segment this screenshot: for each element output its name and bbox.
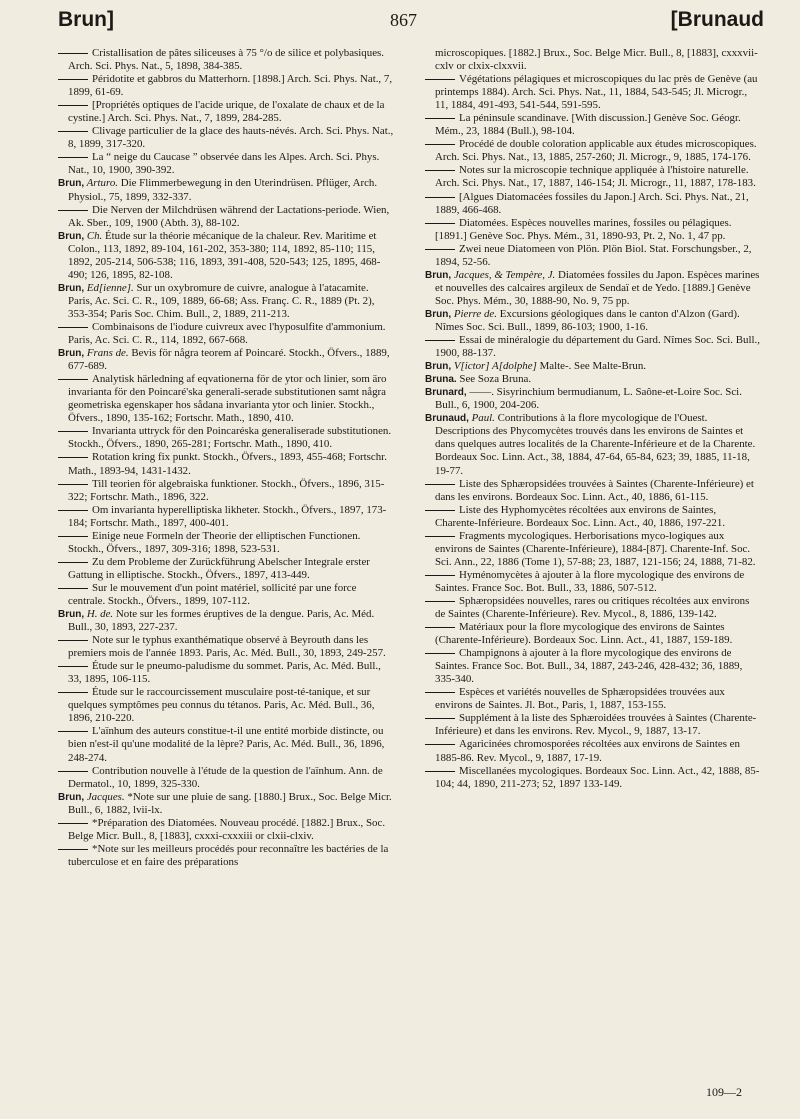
ditto-dash bbox=[58, 327, 88, 328]
entry-text: Agaricinées chromosporées récoltées aux environs de Saintes en 1885-86. Rev. Mycol., 9, 1887, 17-19. bbox=[435, 738, 740, 764]
author-surname: Brun, bbox=[425, 308, 452, 320]
bibliography-entry bbox=[425, 738, 761, 764]
entry-text: Sur un oxybromure de cuivre, analogue à l'atacamite. Paris, Ac. Sci. C. R., 109, 1889, 66-68; Ass. Franç. C. R., 1889 (Pt. 2), 353-354; Paris Soc. Chim. Bull., 2, 1889, 211-213. bbox=[68, 281, 375, 320]
entry-text: See Soza Bruna. bbox=[459, 373, 532, 386]
author-given-name: V[ictor] A[dolphe] bbox=[451, 360, 537, 373]
entry-text: Till teorien för algebraiska funktioner. Stockh., Öfvers., 1896, 315-322; Fortschr. Math., 1896, 322. bbox=[68, 477, 385, 503]
bibliography-entry bbox=[425, 269, 761, 308]
bibliography-entry bbox=[425, 308, 761, 334]
author-surname: Brun, bbox=[58, 348, 85, 360]
entry-text: Combinaisons de l'iodure cuivreux avec l'hyposulfite d'ammonium. Paris, Ac. Sci. C. R., 114, 1892, 667-668. bbox=[68, 320, 386, 347]
author-surname: Bruna. bbox=[425, 374, 457, 386]
bibliography-entry bbox=[425, 595, 761, 621]
ditto-dash bbox=[425, 223, 455, 224]
bibliography-entry bbox=[425, 412, 761, 477]
author-surname: Brun, bbox=[58, 791, 85, 803]
ditto-dash bbox=[425, 653, 455, 654]
ditto-dash bbox=[58, 692, 88, 693]
bibliography-entry bbox=[58, 425, 394, 451]
bibliography-entry bbox=[58, 230, 394, 282]
bibliography-entry bbox=[425, 686, 761, 712]
entry-text: Contributions à la flore mycologique de l'Ouest. Descriptions des Phycomycètes trouvés dans les environs de Saintes et dans quelques autres localités de la Charente-Inférieure et de la Charente. Bordeaux Soc. Linn. Act., 38, 1884, 47-64, 65-84, 623; 39, 1885, 11-18, 19-77. bbox=[435, 412, 756, 477]
entry-text: Supplément à la liste des Sphæroidées trouvées à Saintes (Charente-Inférieure) et dans les environs. Rev. Mycol., 9, 1887, 13-17. bbox=[435, 712, 757, 738]
entry-text: Liste des Sphæropsidées trouvées à Saintes (Charente-Inférieure) et dans les environs. Bordeaux Soc. Linn. Act., 40, 1886, 61-115. bbox=[435, 477, 754, 503]
ditto-dash bbox=[425, 575, 455, 576]
bibliography-entry bbox=[58, 608, 394, 634]
bibliography-entry bbox=[425, 530, 761, 569]
author-surname: Brun, bbox=[58, 230, 85, 242]
entry-text: Om invarianta hyperelliptiska likheter. Stockh., Öfvers., 1897, 173-184; Fortschr. Math., 1897, 400-401. bbox=[68, 503, 387, 529]
ditto-dash bbox=[425, 144, 455, 145]
ditto-dash bbox=[58, 666, 88, 667]
ditto-dash bbox=[425, 536, 455, 537]
entry-text: Clivage particulier de la glace des hauts-névés. Arch. Sci. Phys. Nat., 8, 1899, 317-320. bbox=[68, 125, 394, 151]
entry-text: Végétations pélagiques et microscopiques du lac près de Genève (au printemps 1884). Arch. Sci. Phys. Nat., 11, 1884, 543-545; Jl. Microgr., 11, 1884, 491-493, 541-544, 591-595. bbox=[435, 73, 758, 112]
bibliography-entry bbox=[425, 334, 761, 360]
entry-text: Étude sur le pneumo-paludisme du sommet. Paris, Ac. Méd. Bull., 33, 1895, 106-115. bbox=[68, 660, 381, 686]
header-left-guide: Brun] bbox=[58, 8, 114, 31]
ditto-dash bbox=[58, 823, 88, 824]
ditto-dash bbox=[58, 457, 88, 458]
entry-text: ——. Sisyrinchium bermudianum, L. Saône-et-Loire Soc. Sci. Bull., 6, 1900, 204-206. bbox=[435, 386, 742, 412]
entry-text: Die Nerven der Milchdrüsen während der Lactations-periode. Wien, Ak. Sber., 109, 1900 (Abth. 3), 88-102. bbox=[68, 203, 390, 229]
entry-text: Notes sur la microscopie technique appliquée à l'histoire naturelle. Arch. Sci. Phys. Nat., 17, 1887, 146-154; Jl. Microgr., 11, 1887, 178-183. bbox=[435, 164, 756, 190]
bibliography-entry bbox=[58, 725, 394, 764]
author-given-name: Pierre de. bbox=[451, 307, 497, 320]
entry-text: Matériaux pour la flore mycologique des environs de Saintes (Charente-Inférieure). Bordeaux Soc. Linn. Act., 41, 1887, 159-189. bbox=[435, 621, 733, 647]
ditto-dash bbox=[425, 197, 455, 198]
entry-text: Einige neue Formeln der Theorie der elliptischen Functionen. Stockh., Öfvers., 1897, 309-316; 1898, 523-531. bbox=[68, 529, 361, 555]
bibliography-entry bbox=[425, 712, 761, 738]
entry-text: [Propriétés optiques de l'acide urique, de l'oxalate de chaux et de la cystine.] Arch. Sci. Phys. Nat., 7, 1899, 284-285. bbox=[68, 99, 385, 125]
entry-text: Analytisk härledning af eqvationerna för de ytor och linier, som äro invarianta för den Poincaré'ska generali-serade substitutionen samt några geometriska egenskaper hos sådana invarianta ytor och linier. Stockh., Öfvers., 1890, 135-162; Fortschr. Math., 1890, 410. bbox=[68, 373, 387, 425]
bibliography-entry bbox=[58, 765, 394, 791]
bibliography-entry bbox=[58, 177, 394, 203]
right-column bbox=[425, 47, 761, 791]
bibliography-entry bbox=[425, 191, 761, 217]
bibliography-entry bbox=[58, 125, 394, 151]
author-given-name: H. de. bbox=[84, 608, 114, 621]
entry-text: Rotation kring fix punkt. Stockh., Öfvers., 1893, 455-468; Fortschr. Math., 1893-94, 1431-1432. bbox=[68, 451, 387, 477]
bibliography-entry bbox=[58, 843, 394, 869]
entry-text: Fragments mycologiques. Herborisations myco-logiques aux environs de Saintes (Charente-Inférieure), 1884-[87]. Charente-Inf. Soc. Sci. Ann., 22, 1886 (Tome 1), 57-88; 23, 1887, 121-156; 24, 1888, 71-82. bbox=[435, 529, 756, 568]
author-given-name: Ch. bbox=[84, 229, 103, 242]
ditto-dash bbox=[58, 640, 88, 641]
entry-text: Invarianta uttryck för den Poincaréska generaliserade substitutionen. Stockh., Öfvers., 1890, 265-281; Fortschr. Math., 1890, 410. bbox=[68, 425, 392, 451]
author-given-name: Ed[ienne]. bbox=[84, 281, 134, 294]
bibliography-entry bbox=[58, 817, 394, 843]
entry-text: Note sur les formes éruptives de la dengue. Paris, Ac. Méd. Bull., 30, 1893, 227-237. bbox=[68, 608, 375, 634]
entry-text: L'aïnhum des auteurs constitue-t-il une entité morbide distincte, ou bien n'est-il qu'une modalité de la lèpre? Paris, Ac. Méd. Bull., 36, 1896, 248-274. bbox=[68, 725, 385, 764]
author-surname: Brun, bbox=[58, 609, 85, 621]
bibliography-entry bbox=[58, 686, 394, 725]
entry-text: *Note sur les meilleurs procédés pour reconnaître les bactéries de la tuberculose et en faire des préparations bbox=[68, 842, 389, 868]
bibliography-entry bbox=[58, 660, 394, 686]
ditto-dash bbox=[425, 340, 455, 341]
bibliography-entry bbox=[425, 504, 761, 530]
ditto-dash bbox=[425, 510, 455, 511]
ditto-dash bbox=[58, 731, 88, 732]
bibliography-entry bbox=[425, 373, 761, 386]
ditto-dash bbox=[425, 79, 455, 80]
entry-text: Note sur le typhus exanthématique observé à Beyrouth dans les premiers mois de l'année 1893. Paris, Ac. Méd. Bull., 30, 1893, 249-257. bbox=[68, 634, 386, 660]
bibliography-entry bbox=[58, 504, 394, 530]
author-given-name: Frans de. bbox=[84, 347, 129, 360]
entry-text: *Préparation des Diatomées. Nouveau procédé. [1882.] Brux., Soc. Belge Micr. Bull., 8, [1883], cxxxi-cxxxiii or clxii-clxiv. bbox=[68, 816, 386, 842]
ditto-dash bbox=[58, 510, 88, 511]
bibliography-entry bbox=[58, 321, 394, 347]
bibliography-entry bbox=[425, 217, 761, 243]
entry-text: Étude sur le raccourcissement musculaire post-té-tanique, et sur quelques symptômes peu connus du tétanos. Paris, Ac. Méd. Bull., 36, 1896, 210-220. bbox=[68, 686, 375, 725]
entry-text: Champignons à ajouter à la flore mycologique des environs de Saintes. France Soc. Bot. Bull., 34, 1887, 243-246, 428-432; 36, 1889, 335-340. bbox=[435, 647, 743, 686]
bibliography-entry bbox=[425, 478, 761, 504]
bibliography-entry bbox=[58, 47, 394, 73]
entry-text: *Note sur une pluie de sang. [1880.] Brux., Soc. Belge Micr. Bull., 6, 1882, lvii-lx. bbox=[68, 790, 392, 816]
author-surname: Brun, bbox=[58, 282, 85, 294]
entry-text: Cristallisation de pâtes siliceuses à 75 °/o de silice et polybasiques. Arch. Sci. Phys. Nat., 5, 1898, 384-385. bbox=[68, 47, 384, 73]
entry-text: Malte-. See Malte-Brun. bbox=[539, 360, 647, 373]
author-surname: Brun, bbox=[58, 178, 85, 190]
bibliography-entry bbox=[425, 47, 761, 73]
entry-text: Diatomées fossiles du Japon. Espèces marines et nouvelles des calcaires argileux de Sendaï et de Yedo. [1889.] Genève Soc. Phys. Mém., 30, 1888-90, No. 9, 75 pp. bbox=[435, 268, 760, 307]
bibliography-entry bbox=[425, 138, 761, 164]
bibliography-entry bbox=[425, 765, 761, 791]
bibliography-entry bbox=[58, 347, 394, 373]
ditto-dash bbox=[58, 53, 88, 54]
entry-text: Contribution nouvelle à l'étude de la question de l'aïnhum. Ann. de Dermatol., 10, 1899, 325-330. bbox=[68, 764, 383, 790]
ditto-dash bbox=[425, 692, 455, 693]
entry-text: Étude sur la théorie mécanique de la chaleur. Rev. Maritime et Colon., 113, 1892, 89-104, 161-202, 353-380; 114, 1892, 85-110; 115, 1892, 205-214, 506-538; 116, 1893, 391-408, 520-543; 125, 1895, 468-490; 126, 1895, 82-108. bbox=[68, 229, 381, 281]
signature-mark: 109—2 bbox=[706, 1085, 742, 1099]
entry-text: [Algues Diatomacées fossiles du Japon.] Arch. Sci. Phys. Nat., 21, 1889, 466-468. bbox=[435, 190, 749, 216]
page-number: 867 bbox=[390, 10, 417, 30]
bibliography-entry bbox=[425, 647, 761, 686]
bibliography-entry bbox=[425, 73, 761, 112]
bibliography-entry bbox=[58, 451, 394, 477]
bibliography-entry bbox=[58, 99, 394, 125]
ditto-dash bbox=[58, 431, 88, 432]
ditto-dash bbox=[425, 249, 455, 250]
left-column bbox=[58, 47, 394, 869]
entry-text: Excursions géologiques dans le canton d'Alzon (Gard). Nîmes Soc. Sci. Bull., 1899, 86-103; 1900, 1-16. bbox=[435, 307, 740, 333]
ditto-dash bbox=[58, 79, 88, 80]
ditto-dash bbox=[58, 131, 88, 132]
bibliography-entry bbox=[58, 530, 394, 556]
bibliography-entry bbox=[425, 243, 761, 269]
ditto-dash bbox=[425, 744, 455, 745]
ditto-dash bbox=[425, 627, 455, 628]
ditto-dash bbox=[425, 118, 455, 119]
entry-text: Essai de minéralogie du département du Gard. Nîmes Soc. Sci. Bull., 1900, 88-137. bbox=[435, 334, 760, 360]
ditto-dash bbox=[58, 105, 88, 106]
ditto-dash bbox=[58, 562, 88, 563]
entry-text: Diatomées. Espèces nouvelles marines, fossiles ou pélagiques. [1891.] Genève Soc. Phys. Mém., 31, 1890-93, Pt. 2, No. 1, 47 pp. bbox=[435, 216, 732, 242]
page-header bbox=[58, 8, 764, 38]
ditto-dash bbox=[58, 157, 88, 158]
ditto-dash bbox=[425, 718, 455, 719]
ditto-dash bbox=[425, 170, 455, 171]
entry-text: Zwei neue Diatomeen von Plön. Plön Biol. Stat. Forschungsber., 2, 1894, 52-56. bbox=[435, 242, 752, 268]
author-given-name: Paul. bbox=[468, 412, 495, 425]
entry-text: Die Flimmerbewegung in den Uterindrüsen. Pflüger, Arch. Physiol., 75, 1899, 332-337. bbox=[68, 177, 378, 203]
ditto-dash bbox=[425, 771, 455, 772]
ditto-dash bbox=[58, 210, 88, 211]
author-surname: Brunard, bbox=[425, 387, 467, 399]
bibliography-entry bbox=[425, 386, 761, 412]
entry-text: Zu dem Probleme der Zurückführung Abelscher Integrale erster Gattung in elliptische. Stockh., Öfvers., 1897, 413-449. bbox=[68, 555, 370, 581]
bibliography-entry bbox=[425, 164, 761, 190]
entry-text: La “ neige du Caucase ” observée dans les Alpes. Arch. Sci. Phys. Nat., 10, 1900, 390-392. bbox=[68, 151, 380, 177]
entry-text: Sphæropsidées nouvelles, rares ou critiques récoltées aux environs de Saintes (Charente-Inférieure). Rev. Mycol., 8, 1886, 139-142. bbox=[435, 594, 750, 621]
bibliography-entry bbox=[58, 282, 394, 321]
author-surname: Brunaud, bbox=[425, 413, 469, 425]
entry-text: La péninsule scandinave. [With discussion.] Genève Soc. Géogr. Mém., 23, 1884 (Bull.), 98-104. bbox=[435, 112, 741, 138]
entry-text: Espèces et variétés nouvelles de Sphæropsidées trouvées aux environs de Saintes. Jl. Bot., Paris, 1, 1887, 153-155. bbox=[435, 686, 725, 712]
author-given-name: Arturo. bbox=[84, 177, 118, 190]
entry-text: Bevis för några teorem af Poincaré. Stockh., Öfvers., 1889, 677-689. bbox=[68, 347, 390, 373]
ditto-dash bbox=[425, 484, 455, 485]
entry-text: Liste des Hyphomycètes récoltées aux environs de Saintes, Charente-Inférieure. Bordeaux Soc. Linn. Act., 40, 1886, 197-221. bbox=[435, 503, 726, 529]
author-surname: Brun, bbox=[425, 269, 452, 281]
bibliography-entry bbox=[58, 73, 394, 99]
ditto-dash bbox=[425, 601, 455, 602]
ditto-dash bbox=[58, 771, 88, 772]
ditto-dash bbox=[58, 588, 88, 589]
entry-text: Péridotite et gabbros du Matterhorn. [1898.] Arch. Sci. Phys. Nat., 7, 1899, 61-69. bbox=[68, 73, 393, 99]
bibliography-entry bbox=[58, 204, 394, 230]
bibliography-entry bbox=[425, 621, 761, 647]
ditto-dash bbox=[58, 536, 88, 537]
author-given-name: Jacques. bbox=[84, 790, 125, 803]
bibliography-entry bbox=[58, 373, 394, 425]
bibliography-entry bbox=[58, 556, 394, 582]
bibliography-entry bbox=[58, 151, 394, 177]
bibliography-entry bbox=[58, 478, 394, 504]
entry-text: Procédé de double coloration applicable aux études microscopiques. Arch. Sci. Phys. Nat., 13, 1885, 257-260; Jl. Microgr., 9, 1885, 174-176. bbox=[435, 138, 757, 164]
ditto-dash bbox=[58, 849, 88, 850]
entry-text: Hyménomycètes à ajouter à la flore mycologique des environs de Saintes. France Soc. Bot. Bull., 33, 1886, 507-512. bbox=[435, 568, 745, 594]
entry-text: Sur le mouvement d'un point matériel, sollicité par une force centrale. Stockh., Öfvers., 1899, 107-112. bbox=[68, 581, 357, 607]
bibliography-entry bbox=[58, 582, 394, 608]
ditto-dash bbox=[58, 379, 88, 380]
entry-text: microscopiques. [1882.] Brux., Soc. Belge Micr. Bull., 8, [1883], cxxxvii-cxlv or clxix-clxxvii. bbox=[435, 47, 758, 73]
author-given-name: Jacques, & Tempère, J. bbox=[451, 268, 556, 281]
header-right-guide: [Brunaud bbox=[670, 8, 764, 31]
bibliography-entry bbox=[425, 569, 761, 595]
ditto-dash bbox=[58, 484, 88, 485]
bibliography-entry bbox=[58, 634, 394, 660]
author-surname: Brun, bbox=[425, 361, 452, 373]
entry-text: Miscellanées mycologiques. Bordeaux Soc. Linn. Act., 42, 1888, 85-104; 44, 1890, 211-273; 52, 1897 133-149. bbox=[435, 764, 760, 790]
bibliography-entry bbox=[58, 791, 394, 817]
bibliography-entry bbox=[425, 112, 761, 138]
bibliography-entry bbox=[425, 360, 761, 373]
